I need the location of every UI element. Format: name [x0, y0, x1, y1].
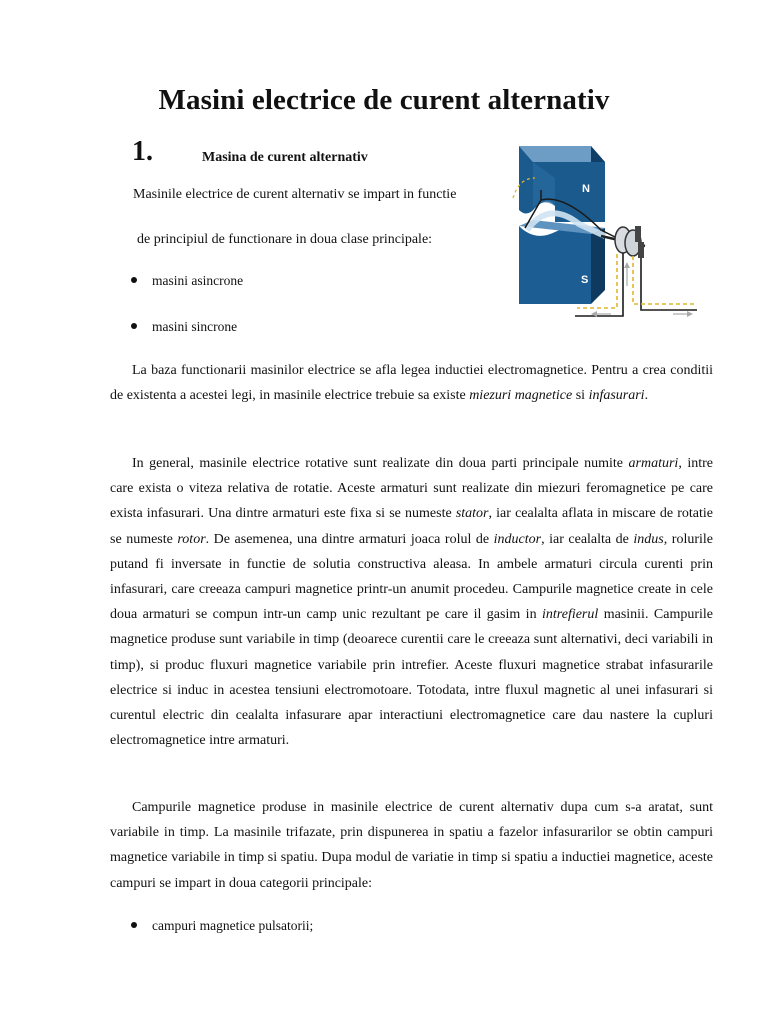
list-item [131, 319, 237, 335]
paragraph-text: Campurile magnetice produse in masinile electrice de curent alternativ dupa cum s-a aratat, sunt variabile in timp. La masinile trifazate, prin dispunerea in spatiu a fazelor infasurarilor se obtin campuri magnetice variabile in timp si spatiu. Dupa modul de variatie in timp si spatiu a inductiei magnetice, aceste campuri se impart in doua categorii principale: [110, 800, 713, 891]
list-item-text: masini sincrone [152, 319, 238, 334]
ac-machine-illustration [505, 138, 710, 328]
section-title: Masina de curent alternativ [202, 150, 368, 165]
magnet-coil-diagram [505, 138, 710, 328]
list-item [131, 918, 313, 934]
list-item-text: masini asincrone [152, 273, 244, 288]
bullet-icon [131, 277, 137, 283]
bullet-icon [131, 323, 137, 329]
paragraph-magnetic-fields [110, 795, 713, 896]
list-item-text: campuri magnetice pulsatorii; [152, 918, 314, 933]
paragraph-text: La baza functionarii masinilor electrice se afla legea inductiei electromagnetice. Pentru a crea conditii de existenta a acestei legi, in masinile electrice trebuie sa existe miezuri magnetice si infasurari. [110, 363, 713, 404]
intro-line-2: de principiul de functionare in doua clase principale: [137, 232, 433, 247]
south-pole-label: S [581, 274, 589, 286]
document-title: Masini electrice de curent alternativ [158, 84, 610, 116]
paragraph-text: In general, masinile electrice rotative sunt realizate din doua parti principale numite armaturi, intre care exista o viteza relativa de rotatie. Aceste armaturi sunt realizate din miezuri feromagnetice pe care exista infasurari. Una dintre armaturi este fixa si se numeste stator, iar cealalta aflata in miscare de rotatie se numeste rotor. De asemenea, una dintre armaturi joaca rolul de inductor, iar cealalta de indus, rolurile putand fi inversate in functie de solutia constructiva aleasa. In ambele armaturi circula curenti prin infasurari, care creeaza campuri magnetice printr-un anumit procedeu. Campurile magnetice create in cele doua armaturi se compun intr-un camp unic rezultant pe care il gasim in intrefierul masinii. Campurile magnetice produse sunt variabile in timp (deoarece curentii care le creeaza sunt alternativi, deci variabili in timp), si produc fluxuri magnetice variabile prin intrefier. Aceste fluxuri magnetice strabat infasurarile electrice si induc in acestea tensiuni electromotoare. Totodata, intre fluxul magnetic al unei infasurari si curentul electric din cealalta infasurare apar interactiuni electromagnetice care dau nastere la cupluri electromagnetice intre armaturi. [110, 456, 714, 749]
paragraph-induction-law [110, 358, 713, 408]
bullet-icon [131, 922, 137, 928]
list-item [131, 273, 243, 289]
section-number: 1. [132, 136, 153, 167]
intro-line-1: Masinile electrice de curent alternativ se impart in functie [133, 187, 457, 202]
north-pole-label: N [582, 183, 590, 195]
paragraph-armatures [110, 451, 713, 753]
